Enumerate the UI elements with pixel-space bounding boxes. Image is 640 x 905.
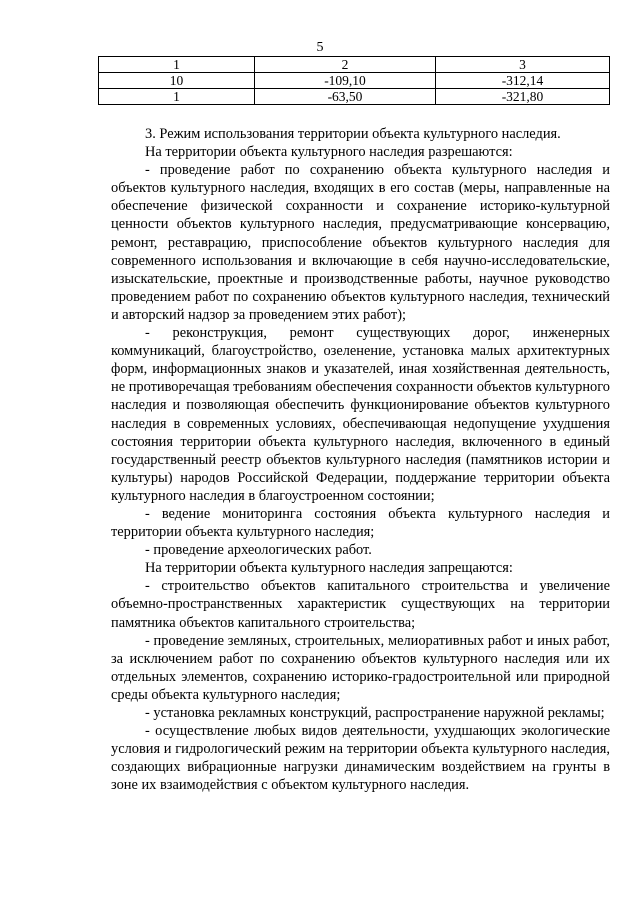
table-cell: -109,10 — [255, 73, 436, 89]
table-row — [99, 89, 610, 105]
table-cell: -63,50 — [255, 89, 436, 105]
section-heading: 3. Режим использования территории объекта культурного наследия. — [145, 126, 561, 142]
allowed-intro: На территории объекта культурного наследия разрешаются: — [145, 144, 513, 161]
prohibited-item: - строительство объектов капитального строительства и увеличение объемно-пространственных характеристик существующих на территории памятника объектов капитального строительства; — [111, 578, 610, 631]
table-header-cell: 3 — [436, 57, 610, 73]
table-cell: 10 — [99, 73, 255, 89]
table-header-row — [99, 57, 610, 73]
table-cell: -321,80 — [436, 89, 610, 105]
allowed-item: - проведение археологических работ. — [145, 542, 372, 559]
document-body — [111, 125, 610, 794]
table-header-cell: 2 — [255, 57, 436, 73]
prohibited-item: - установка рекламных конструкций, распространение наружной рекламы; — [145, 705, 605, 721]
table-header-cell: 1 — [99, 57, 255, 73]
page-number: 5 — [316, 40, 324, 55]
allowed-item: - реконструкция, ремонт существующих дорог, инженерных коммуникаций, благоустройство, озеленение, установка малых архитектурных форм, информационных знаков и указателей, иная хозяйственная деятельность, не противоречащая требованиям обеспечения сохранности объектов культурного наследия и позволяющая обеспечить функционирование объектов культурного наследия в современных условиях, обеспечивающая недопущение ухудшения состояния территории объекта культурного наследия, включенного в единый государственный реестр объектов культурного наследия (памятников истории и культуры) народов Российской Федерации, поддержание территории объекта культурного наследия в благоустроенном состоянии; — [111, 325, 610, 504]
allowed-item: - ведение мониторинга состояния объекта культурного наследия и территории объекта культурного наследия; — [111, 505, 610, 541]
prohibited-item: - проведение земляных, строительных, мелиоративных работ и иных работ, за исключением работ по сохранению объектов культурного наследия или их отдельных элементов, сохранению историко-градостроительной или природной среды объекта культурного наследия; — [111, 632, 610, 703]
prohibited-intro: На территории объекта культурного наследия запрещаются: — [145, 560, 513, 577]
coordinates-table — [98, 56, 610, 105]
table-row — [99, 73, 610, 89]
table-cell: -312,14 — [436, 73, 610, 89]
allowed-item: - проведение работ по сохранению объекта культурного наследия и объектов культурного наследия, входящих в его состав (меры, направленные на обеспечение физической сохранности и сохранение историко-культурной ценности объектов культурного наследия, предусматривающие консервацию, ремонт, реставрацию, приспособление объектов культурного наследия для современного использования и включающие в себя научно-исследовательские, изыскательские, проектные и производственные работы, научное руководство проведением работ по сохранению объектов культурного наследия, технический и авторский надзор за проведением этих работ); — [111, 162, 610, 323]
prohibited-item: - осуществление любых видов деятельности, ухудшающих экологические условия и гидрологический режим на территории объекта культурного наследия, создающих вибрационные нагрузки динамическим воздействием на грунты в зоне их взаимодействия с объектом культурного наследия. — [111, 723, 610, 794]
table-cell: 1 — [99, 89, 255, 105]
